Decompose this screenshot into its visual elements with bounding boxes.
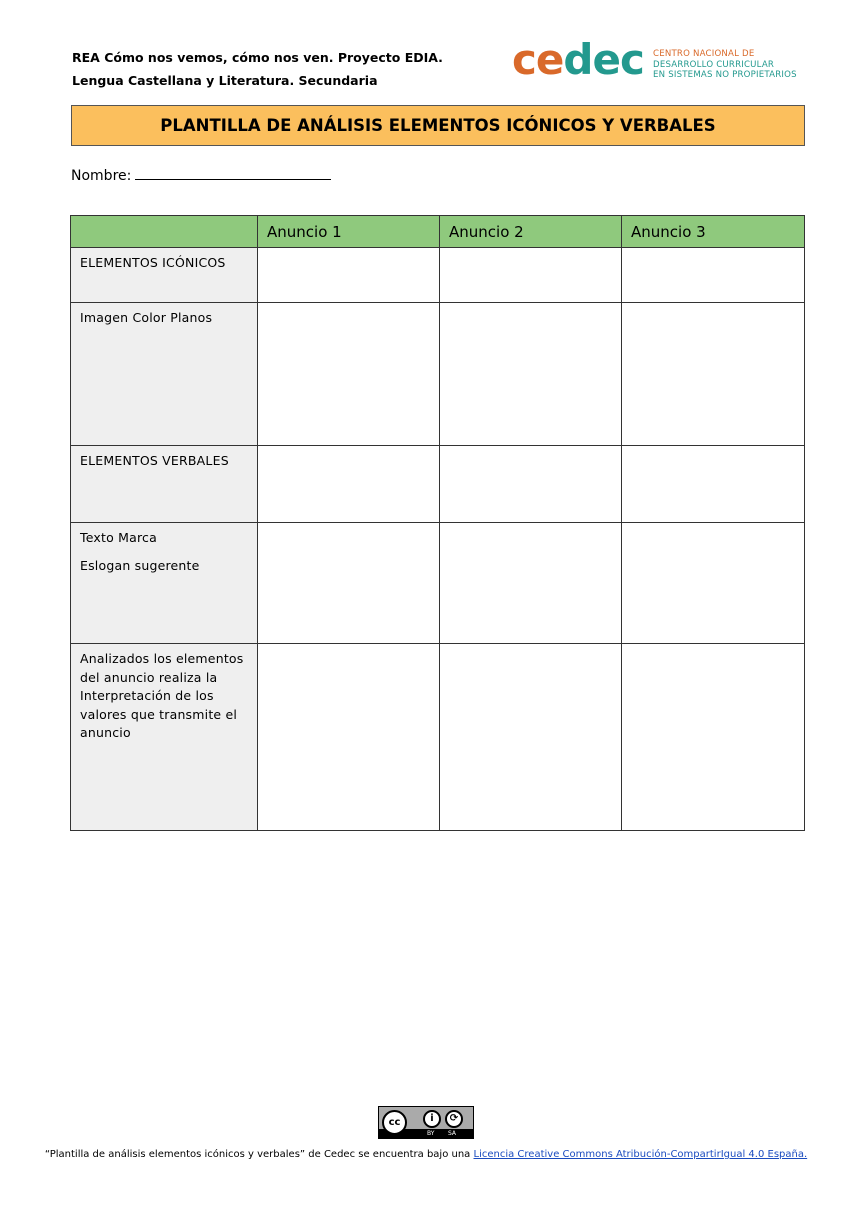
table-row <box>71 644 805 831</box>
answer-cell[interactable] <box>622 523 805 644</box>
header-cell-anuncio-1: Anuncio 1 <box>258 216 440 248</box>
row-label: Texto Marca Eslogan sugerente <box>71 523 258 644</box>
answer-cell[interactable] <box>622 446 805 523</box>
answer-cell[interactable] <box>258 248 440 303</box>
table-row <box>71 523 805 644</box>
cc-icon: cc <box>382 1110 407 1135</box>
logo-wordmark: cedec <box>512 35 644 84</box>
license-text: “Plantilla de análisis elementos icónicos y verbales” de Cedec se encuentra bajo una Licencia Creative Commons Atribución-CompartirIgual 4.0 España. <box>44 1149 808 1160</box>
row-label: ELEMENTOS VERBALES <box>71 446 258 523</box>
table-header-row <box>71 216 805 248</box>
row-label: Imagen Color Planos <box>71 303 258 446</box>
header-cell-anuncio-3: Anuncio 3 <box>622 216 805 248</box>
header-cell-empty <box>71 216 258 248</box>
license-link[interactable]: Licencia Creative Commons Atribución-CompartirIgual 4.0 España. <box>473 1149 808 1160</box>
answer-cell[interactable] <box>258 446 440 523</box>
answer-cell[interactable] <box>622 644 805 831</box>
attribution-icon: i <box>423 1110 441 1128</box>
name-field <box>71 164 331 184</box>
answer-cell[interactable] <box>440 523 622 644</box>
answer-cell[interactable] <box>622 248 805 303</box>
badge-sa-label: SA <box>448 1130 457 1137</box>
answer-cell[interactable] <box>258 523 440 644</box>
badge-by-label: BY <box>427 1130 435 1137</box>
row-label: ELEMENTOS ICÓNICOS <box>71 248 258 303</box>
name-label: Nombre: <box>71 168 132 184</box>
answer-cell[interactable] <box>440 644 622 831</box>
row-label: Analizados los elementos del anuncio realiza la Interpretación de los valores que transmite el anuncio <box>71 644 258 831</box>
answer-cell[interactable] <box>258 644 440 831</box>
cedec-logo <box>512 35 812 88</box>
answer-cell[interactable] <box>440 303 622 446</box>
table-row <box>71 303 805 446</box>
license-footer <box>40 1106 812 1162</box>
table-row <box>71 446 805 523</box>
document-header <box>72 46 443 92</box>
table-row <box>71 248 805 303</box>
name-blank-line[interactable] <box>135 164 331 180</box>
cc-by-sa-badge[interactable] <box>378 1106 474 1139</box>
share-alike-icon: ⟳ <box>445 1110 463 1128</box>
page-title: PLANTILLA DE ANÁLISIS ELEMENTOS ICÓNICOS Y VERBALES <box>71 105 805 146</box>
header-line-1: REA Cómo nos vemos, cómo nos ven. Proyecto EDIA. <box>72 50 443 65</box>
header-line-2: Lengua Castellana y Literatura. Secundaria <box>72 73 378 88</box>
analysis-table <box>70 215 805 831</box>
logo-tagline: CENTRO NACIONAL DE DESARROLLO CURRICULAR EN SISTEMAS NO PROPIETARIOS <box>653 49 797 80</box>
answer-cell[interactable] <box>258 303 440 446</box>
answer-cell[interactable] <box>622 303 805 446</box>
answer-cell[interactable] <box>440 248 622 303</box>
header-cell-anuncio-2: Anuncio 2 <box>440 216 622 248</box>
answer-cell[interactable] <box>440 446 622 523</box>
